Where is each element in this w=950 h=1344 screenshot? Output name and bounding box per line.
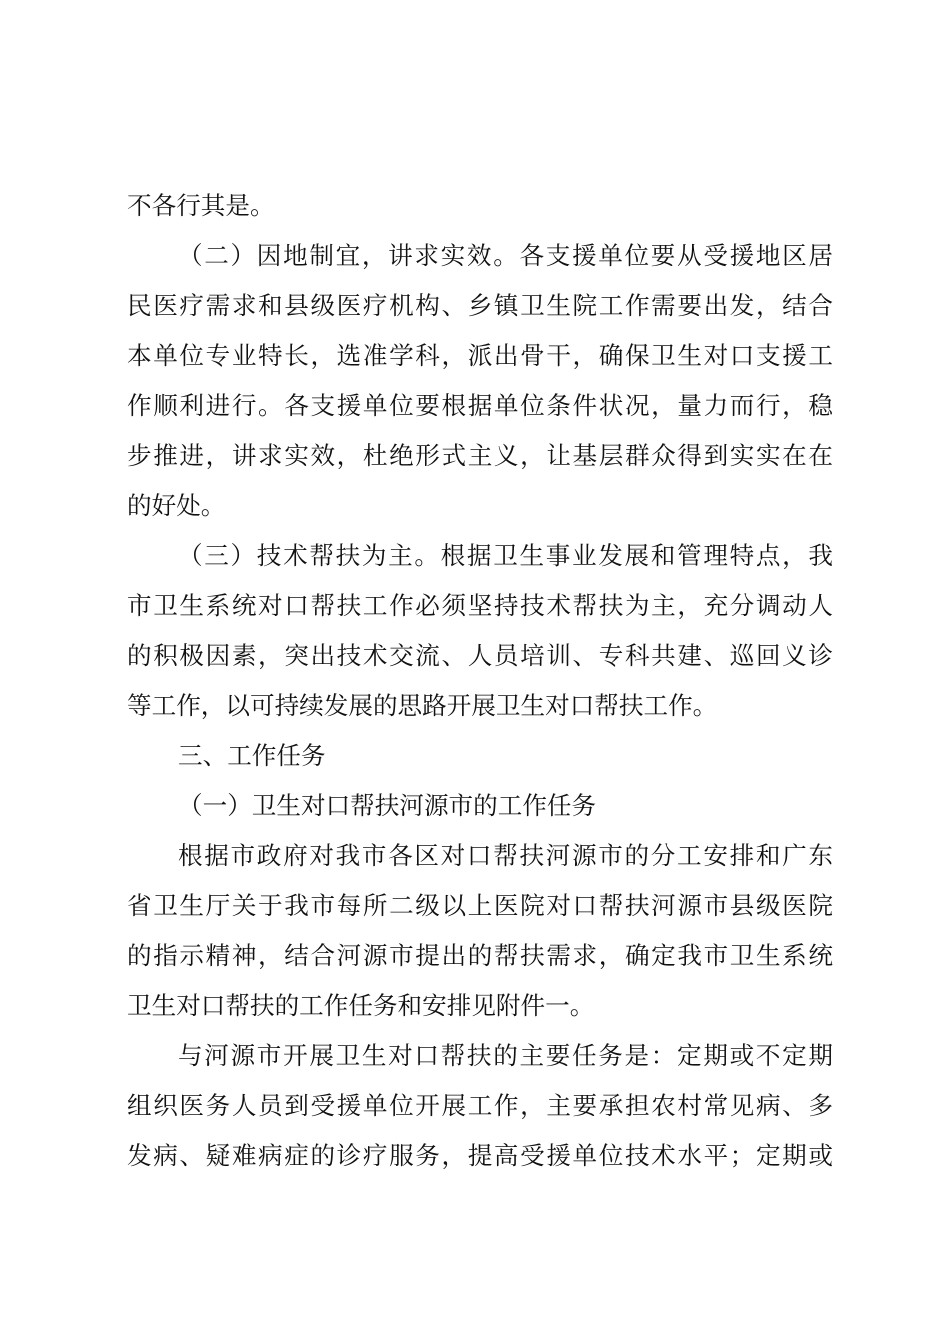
text-line-2: （二）因地制宜，讲求实效。各支援单位要从受援地区居: [178, 241, 833, 270]
text-line-16: 的指示精神，结合河源市提出的帮扶需求，确定我市卫生系统: [127, 941, 833, 970]
text-line-18: 与河源市开展卫生对口帮扶的主要任务是：定期或不定期: [178, 1041, 833, 1070]
text-line-3: 民医疗需求和县级医疗机构、乡镇卫生院工作需要出发，结合: [127, 291, 833, 320]
text-line-1: 不各行其是。: [127, 191, 275, 220]
section-heading: 三、工作任务: [178, 741, 326, 770]
text-line-19: 组织医务人员到受援单位开展工作，主要承担农村常见病、多: [127, 1091, 833, 1120]
text-line-9: 市卫生系统对口帮扶工作必须坚持技术帮扶为主，充分调动人: [127, 591, 833, 620]
text-line-6: 步推进，讲求实效，杜绝形式主义，让基层群众得到实实在在: [127, 441, 833, 470]
text-line-11: 等工作，以可持续发展的思路开展卫生对口帮扶工作。: [127, 691, 718, 720]
text-line-8: （三）技术帮扶为主。根据卫生事业发展和管理特点，我: [178, 541, 833, 570]
subsection-heading: （一）卫生对口帮扶河源市的工作任务: [178, 791, 597, 820]
text-line-4: 本单位专业特长，选准学科，派出骨干，确保卫生对口支援工: [127, 341, 833, 370]
text-line-17: 卫生对口帮扶的工作任务和安排见附件一。: [127, 991, 595, 1020]
text-line-14: 根据市政府对我市各区对口帮扶河源市的分工安排和广东: [178, 841, 833, 870]
text-line-15: 省卫生厅关于我市每所二级以上医院对口帮扶河源市县级医院: [127, 891, 833, 920]
text-line-5: 作顺利进行。各支援单位要根据单位条件状况，量力而行，稳: [127, 391, 833, 420]
text-line-20: 发病、疑难病症的诊疗服务，提高受援单位技术水平；定期或: [127, 1141, 833, 1170]
text-line-10: 的积极因素，突出技术交流、人员培训、专科共建、巡回义诊: [127, 641, 833, 670]
text-line-7: 的好处。: [127, 491, 226, 520]
